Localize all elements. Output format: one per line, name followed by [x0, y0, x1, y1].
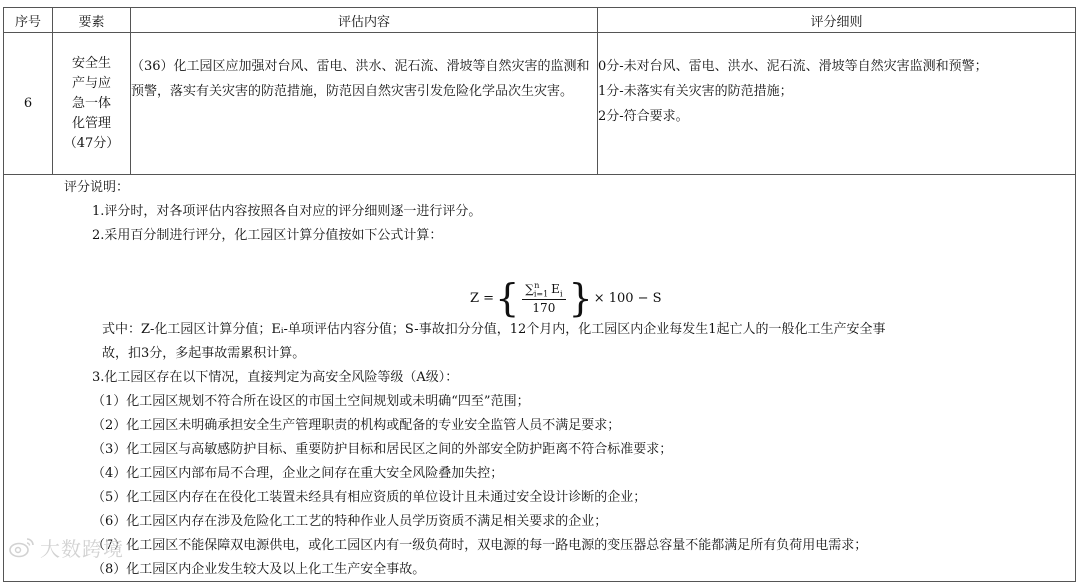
- table-header-row: [4, 8, 1076, 33]
- header-index: 序号: [4, 8, 53, 33]
- element-line: 产与应: [71, 75, 111, 91]
- detail-line: 2分-符合要求。: [598, 109, 689, 124]
- header-element: 要素: [53, 8, 131, 33]
- formula-lhs: Z =: [470, 290, 495, 306]
- formula-explain-2: 故，扣3分，多起事故需累积计算。: [102, 346, 306, 361]
- watermark: [8, 532, 124, 562]
- evaluation-table: [3, 7, 1076, 582]
- formula-denominator: 170: [532, 301, 556, 316]
- sum-lower: i=1: [533, 289, 549, 299]
- condition-item: （5）化工园区内存在在役化工装置未经具有相应资质的单位设计且未通过安全设计诊断的企业；: [92, 490, 647, 505]
- sum-term-sub: i: [559, 289, 563, 299]
- notes-row: [4, 175, 1076, 582]
- condition-item: （2）化工园区未明确承担安全生产管理职责的机构或配备的专业安全监管人员不满足要求；: [92, 418, 621, 433]
- weibo-logo-icon: [8, 535, 36, 559]
- condition-item: （1）化工园区规划不符合所在设区的市国土空间规划或未明确“四至”范围；: [92, 394, 530, 409]
- sum-term: E: [551, 281, 560, 296]
- condition-item: （7）化工园区不能保障双电源供电，或化工园区内有一级负荷时，双电源的每一路电源的变压器总容量不能都满足所有负荷用电需求；: [92, 538, 868, 553]
- notes-item-1: 1.评分时，对各项评估内容按照各自对应的评分细则逐一进行评分。: [92, 204, 482, 219]
- sum-symbol: ∑: [525, 281, 534, 296]
- condition-item: （3）化工园区与高敏感防护目标、重要防护目标和居民区之间的外部安全防护距离不符合标准要求；: [92, 442, 673, 457]
- condition-item: （8）化工园区内企业发生较大及以上化工生产安全事故。: [92, 562, 426, 577]
- formula-fraction: [522, 281, 565, 315]
- element-line: 化管理: [71, 115, 111, 131]
- score-formula: [470, 275, 662, 321]
- notes-item-2: 2.采用百分制进行评分，化工园区计算分值按如下公式计算：: [92, 228, 443, 243]
- left-brace: {: [495, 276, 520, 320]
- row-detail: [598, 33, 1076, 175]
- watermark-text: 大数跨境: [40, 536, 124, 561]
- formula-numerator: [522, 281, 565, 300]
- header-detail: 评分细则: [598, 8, 1076, 33]
- sum-upper: n: [534, 280, 540, 290]
- detail-line: 1分-未落实有关灾害的防范措施；: [598, 84, 793, 99]
- row-index: 6: [4, 33, 53, 175]
- element-line: （47分）: [63, 135, 120, 151]
- scoring-notes: [4, 175, 1076, 582]
- table-row: [4, 33, 1076, 175]
- right-brace: }: [568, 276, 593, 320]
- row-element: [53, 33, 131, 175]
- header-content: 评估内容: [131, 8, 598, 33]
- formula-explain-1: 式中：Z-化工园区计算分值；Eᵢ-单项评估内容分值；S-事故扣分分值，12个月内，化工园区内企业每发生1起亡人的一般化工生产安全事: [102, 322, 886, 337]
- detail-line: 0分-未对台风、雷电、洪水、泥石流、滑坡等自然灾害监测和预警；: [598, 59, 988, 74]
- condition-item: （6）化工园区内存在涉及危险化工工艺的特种作业人员学历资质不满足相关要求的企业；: [92, 514, 608, 529]
- row-content: （36）化工园区应加强对台风、雷电、洪水、泥石流、滑坡等自然灾害的监测和预警，落实有关灾害的防范措施，防范因自然灾害引发危险化学品次生灾害。: [131, 33, 598, 175]
- element-line: 安全生: [71, 55, 111, 71]
- formula-rhs: × 100 − S: [593, 290, 662, 306]
- notes-title: 评分说明：: [64, 180, 130, 195]
- condition-item: （4）化工园区内部布局不合理，企业之间存在重大安全风险叠加失控；: [92, 466, 504, 481]
- notes-item-3: 3.化工园区存在以下情况，直接判定为高安全风险等级（A级）：: [92, 370, 459, 385]
- element-line: 急一体: [71, 95, 111, 111]
